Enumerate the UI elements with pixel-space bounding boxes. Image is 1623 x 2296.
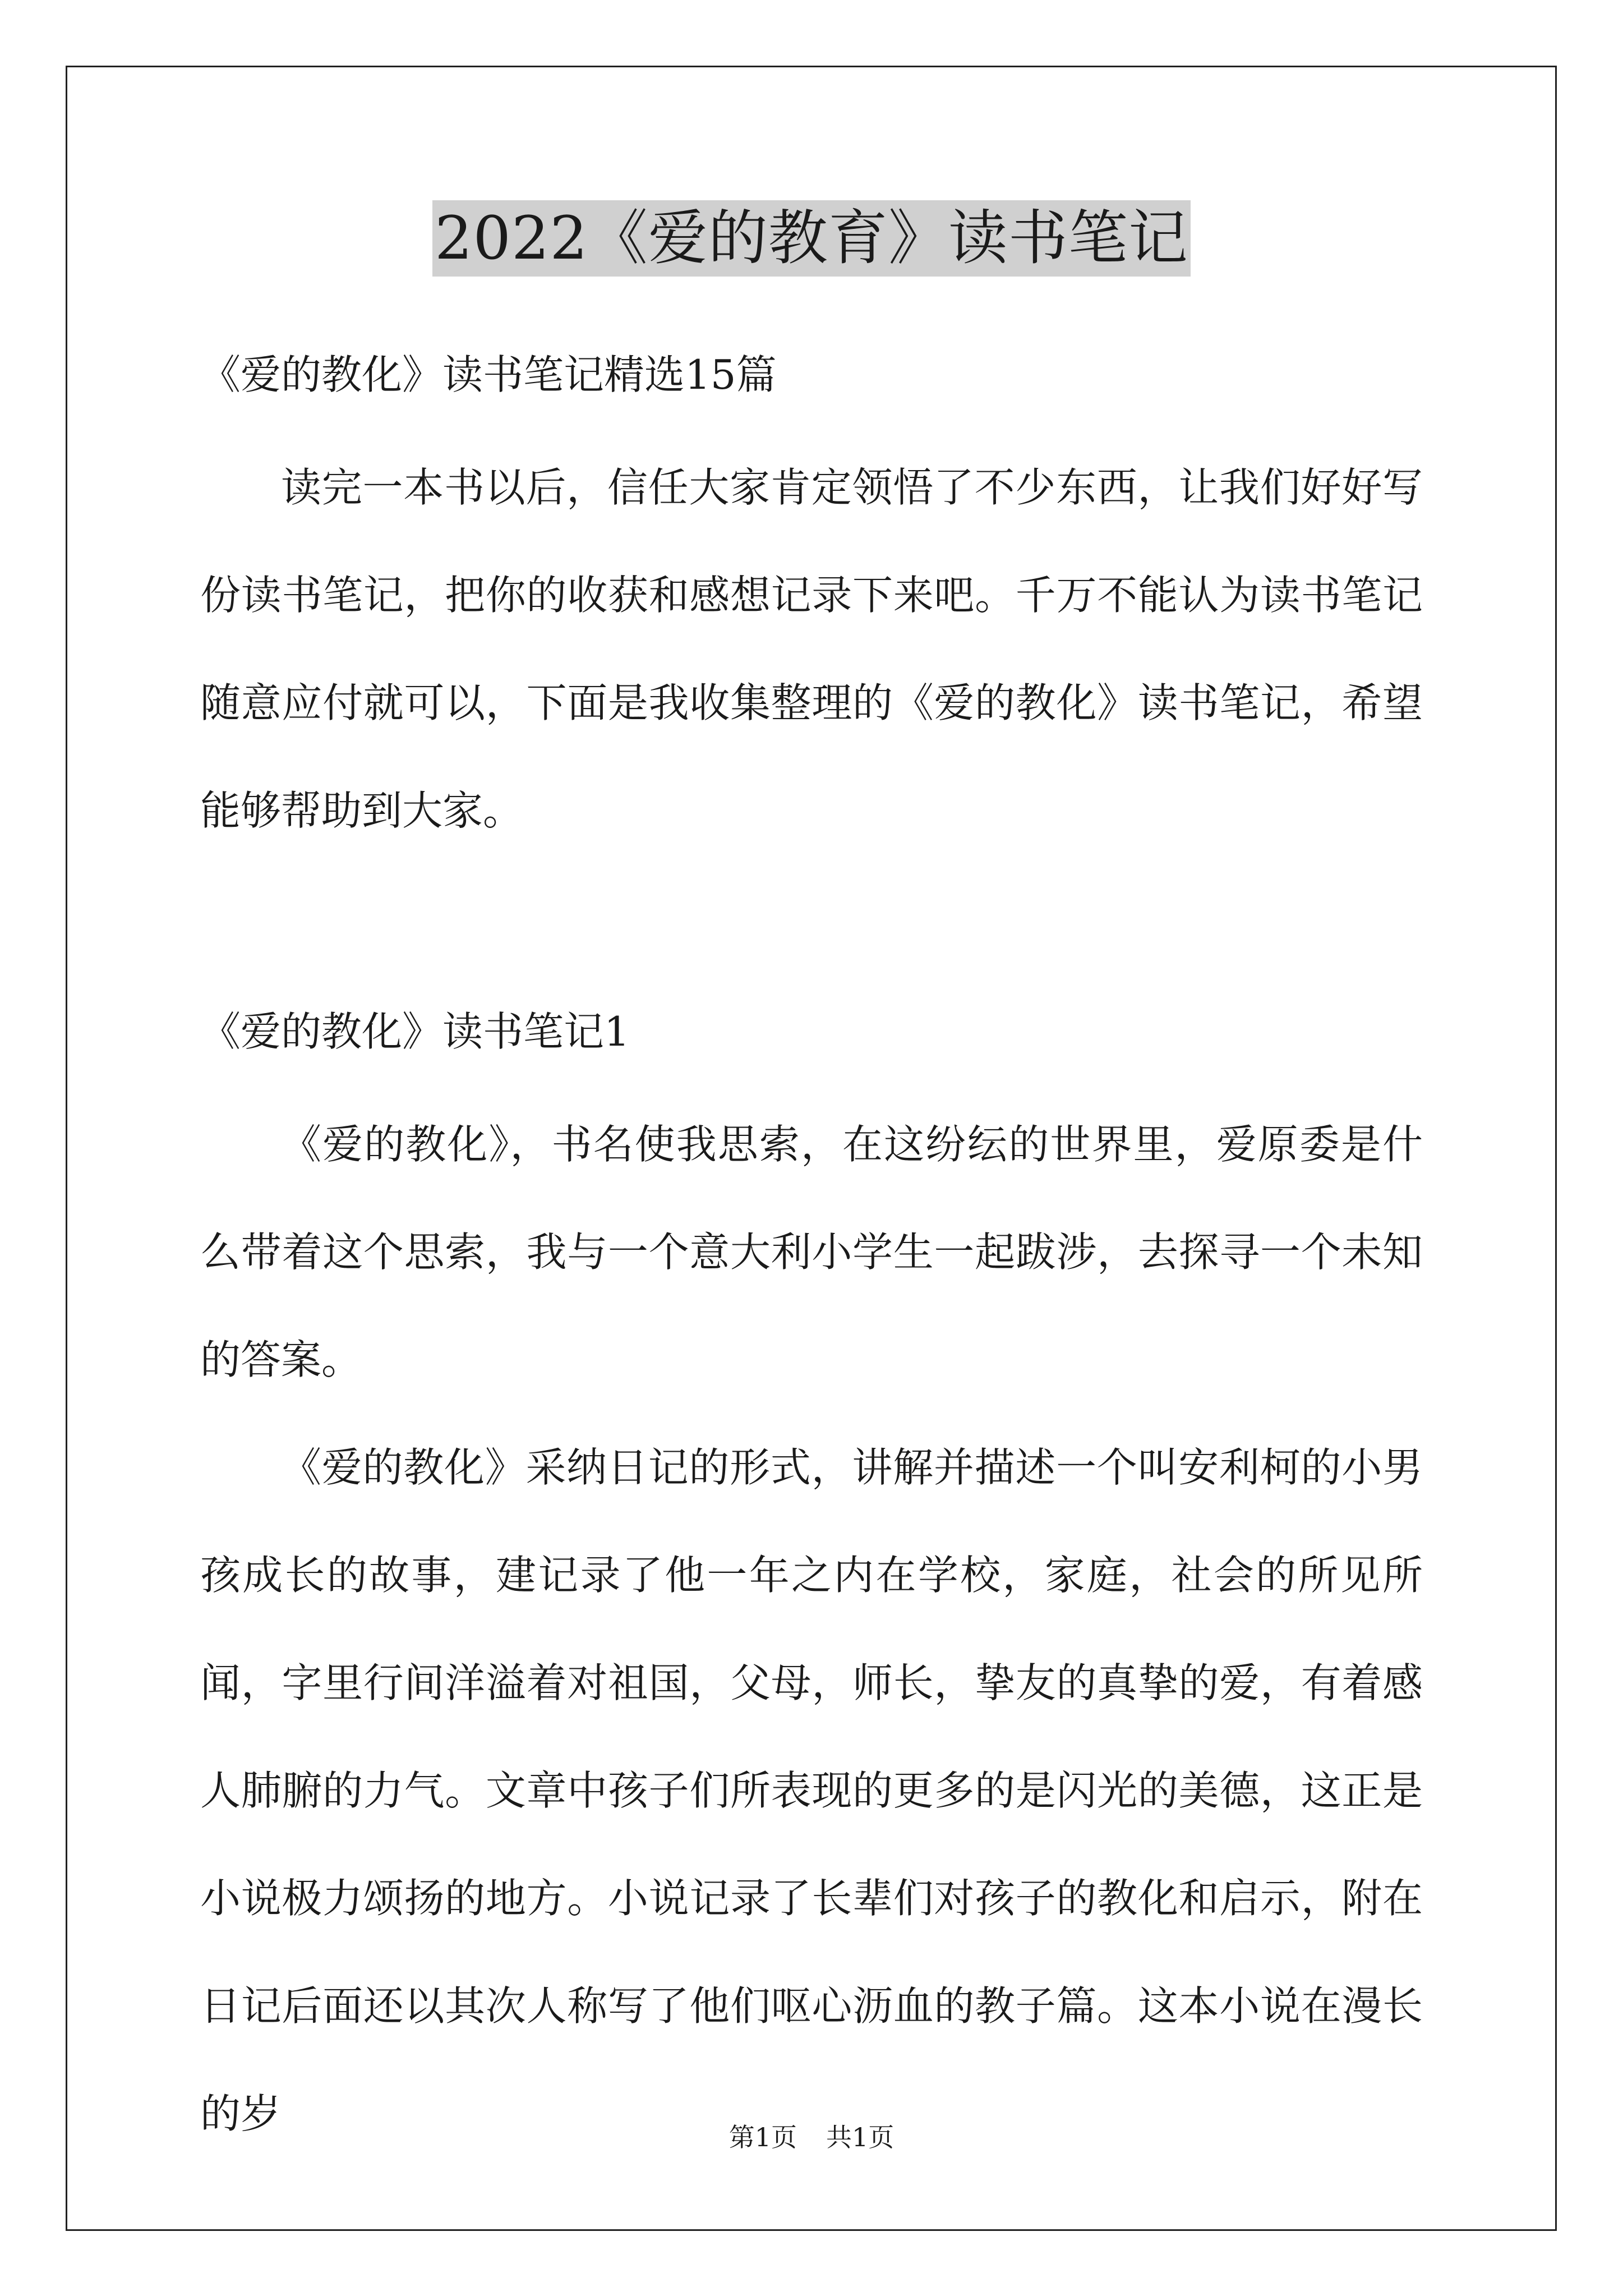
document-title: 2022《爱的教育》读书笔记 — [432, 200, 1191, 277]
section-heading: 《爱的教化》读书笔记1 — [200, 1008, 630, 1055]
intro-heading: 《爱的教化》读书笔记精选15篇 — [200, 351, 777, 398]
body-paragraph-2: 《爱的教化》采纳日记的形式，讲解并描述一个叫安利柯的小男孩成长的故事，建记录了他一年之内在学校，家庭，社会的所见所闻，字里行间洋溢着对祖国，父母，师长，挚友的真挚的爱，有着感人肺腑的力气。文章中孩子们所表现的更多的是闪光的美德，这正是小说极力颂扬的地方。小说记录了长辈们对孩子的教化和启示，附在日记后面还以其次人称写了他们呕心沥血的教子篇。这本小说在漫长的岁 — [200, 1444, 1423, 2137]
body-paragraph-1: 《爱的教化》，书名使我思索，在这纷纭的世界里，爱原委是什么带着这个思索，我与一个意大利小学生一起跋涉，去探寻一个未知的答案。 — [200, 1121, 1423, 1383]
intro-paragraph: 读完一本书以后，信任大家肯定领悟了不少东西，让我们好好写份读书笔记，把你的收获和感想记录下来吧。千万不能认为读书笔记随意应付就可以，下面是我收集整理的《爱的教化》读书笔记，希望能够帮助到大家。 — [200, 464, 1423, 834]
title-container — [200, 200, 1423, 277]
document-body — [200, 0, 1423, 2296]
page-number-total: 共1页 — [826, 2122, 895, 2152]
page-number-current: 第1页 — [728, 2122, 797, 2152]
page-footer — [0, 2120, 1623, 2154]
